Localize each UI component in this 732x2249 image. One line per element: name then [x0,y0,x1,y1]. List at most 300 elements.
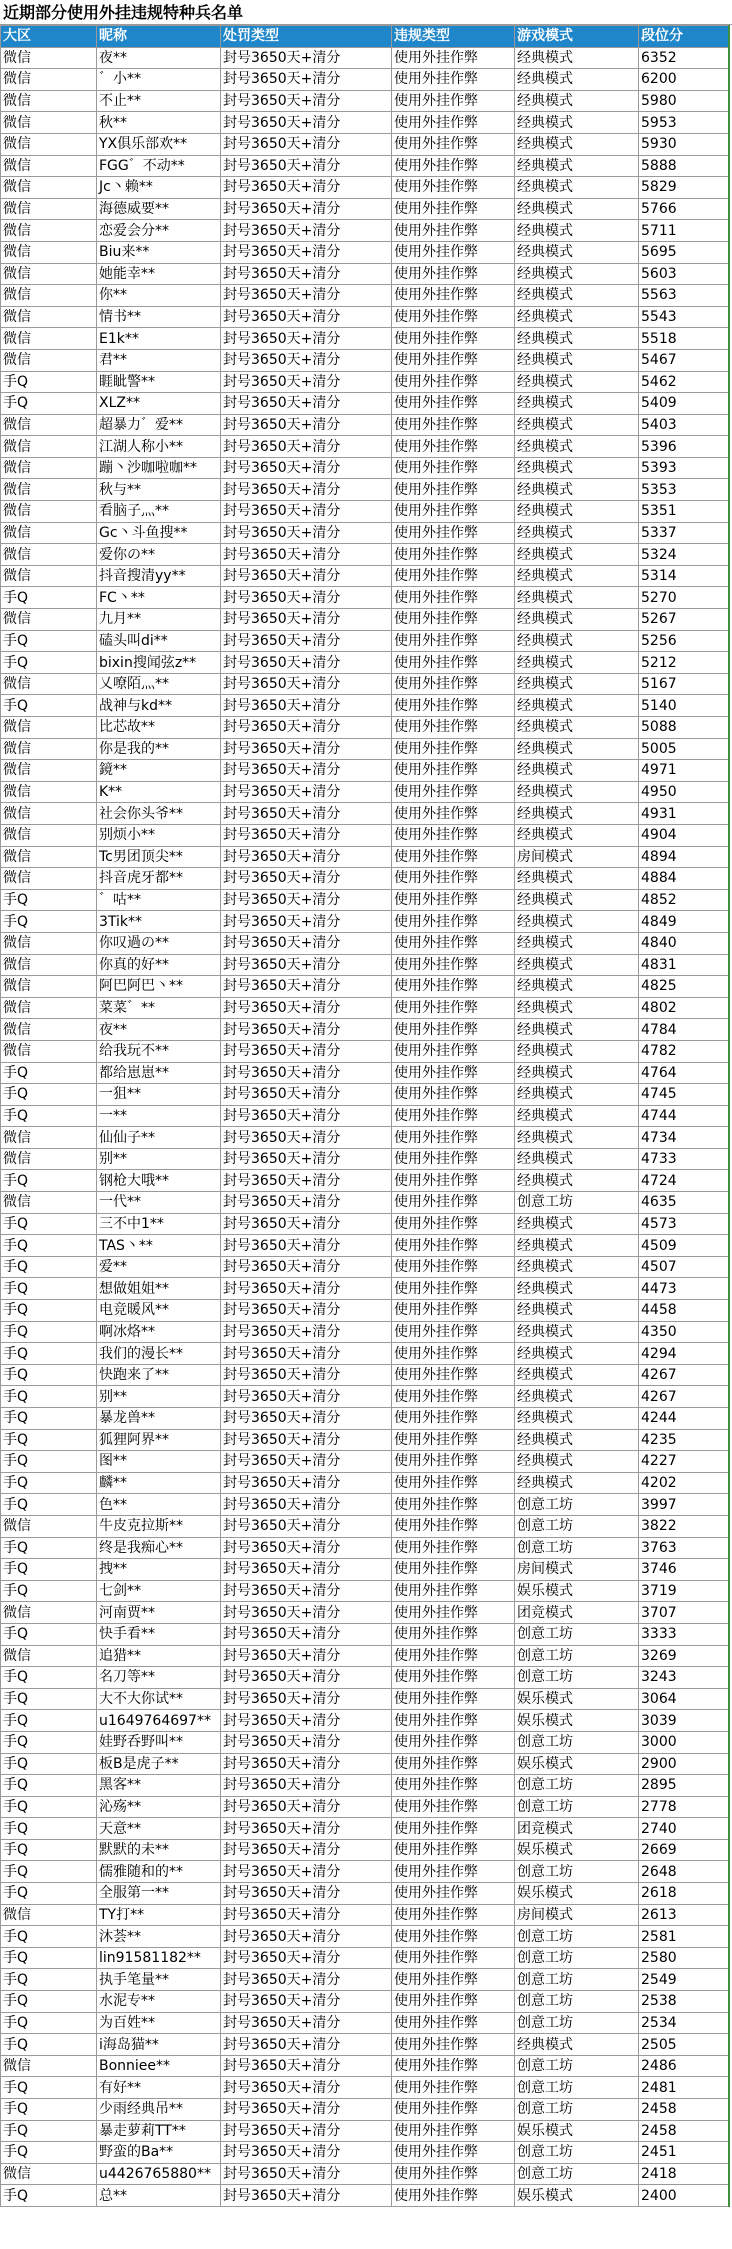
cell-rank-score: 5270 [639,587,729,609]
cell-penalty: 封号3650天+清分 [221,544,392,566]
cell-nickname: 暴龙兽** [97,1408,221,1430]
cell-game-mode: 经典模式 [515,1084,639,1106]
table-row [1,803,729,825]
cell-rank-score: 2900 [639,1753,729,1775]
cell-game-mode: 经典模式 [515,155,639,177]
cell-violation: 使用外挂作弊 [392,2012,515,2034]
cell-region: 手Q [1,1861,97,1883]
cell-penalty: 封号3650天+清分 [221,1451,392,1473]
cell-penalty: 封号3650天+清分 [221,306,392,328]
table-row [1,1343,729,1365]
header-penalty: 处罚类型 [221,26,392,48]
cell-violation: 使用外挂作弊 [392,2163,515,2185]
cell-game-mode: 经典模式 [515,1040,639,1062]
cell-rank-score: 5403 [639,414,729,436]
cell-game-mode: 经典模式 [515,889,639,911]
cell-rank-score: 5930 [639,133,729,155]
cell-penalty: 封号3650天+清分 [221,2099,392,2121]
cell-region: 微信 [1,522,97,544]
table-row [1,717,729,739]
cell-game-mode: 经典模式 [515,1364,639,1386]
cell-rank-score: 3746 [639,1559,729,1581]
cell-violation: 使用外挂作弊 [392,436,515,458]
cell-violation: 使用外挂作弊 [392,1040,515,1062]
cell-game-mode: 创意工坊 [515,2163,639,2185]
table-row [1,1580,729,1602]
cell-game-mode: 经典模式 [515,393,639,415]
cell-region: 手Q [1,371,97,393]
cell-region: 手Q [1,1472,97,1494]
table-row [1,2142,729,2164]
cell-violation: 使用外挂作弊 [392,1818,515,1840]
cell-region: 微信 [1,997,97,1019]
cell-game-mode: 经典模式 [515,803,639,825]
header-nickname: 昵称 [97,26,221,48]
cell-nickname: 不止** [97,90,221,112]
cell-nickname: ゛咕** [97,889,221,911]
cell-violation: 使用外挂作弊 [392,1883,515,1905]
cell-game-mode: 经典模式 [515,695,639,717]
cell-penalty: 封号3650天+清分 [221,241,392,263]
cell-penalty: 封号3650天+清分 [221,2077,392,2099]
cell-penalty: 封号3650天+清分 [221,760,392,782]
cell-violation: 使用外挂作弊 [392,198,515,220]
cell-region: 手Q [1,2012,97,2034]
cell-penalty: 封号3650天+清分 [221,738,392,760]
cell-nickname: FGG゛不动** [97,155,221,177]
cell-game-mode: 经典模式 [515,1148,639,1170]
cell-nickname: 社会你头爷** [97,803,221,825]
cell-game-mode: 经典模式 [515,2034,639,2056]
cell-game-mode: 经典模式 [515,133,639,155]
cell-game-mode: 创意工坊 [515,1731,639,1753]
table-row [1,328,729,350]
cell-rank-score: 3719 [639,1580,729,1602]
cell-violation: 使用外挂作弊 [392,1321,515,1343]
cell-region: 微信 [1,133,97,155]
cell-nickname: 看脑子灬** [97,501,221,523]
cell-violation: 使用外挂作弊 [392,241,515,263]
cell-region: 手Q [1,1818,97,1840]
cell-region: 手Q [1,1623,97,1645]
table-row [1,738,729,760]
table-row [1,1969,729,1991]
cell-penalty: 封号3650天+清分 [221,177,392,199]
cell-nickname: 七剑** [97,1580,221,1602]
cell-nickname: 沐荟** [97,1926,221,1948]
cell-rank-score: 2740 [639,1818,729,1840]
table-row [1,1472,729,1494]
cell-rank-score: 5005 [639,738,729,760]
cell-rank-score: 4764 [639,1062,729,1084]
cell-game-mode: 经典模式 [515,911,639,933]
cell-region: 微信 [1,781,97,803]
table-row [1,479,729,501]
cell-game-mode: 经典模式 [515,1386,639,1408]
cell-nickname: TY打** [97,1904,221,1926]
table-row [1,2099,729,2121]
cell-rank-score: 5088 [639,717,729,739]
table-row [1,1667,729,1689]
cell-violation: 使用外挂作弊 [392,652,515,674]
table-row [1,1775,729,1797]
cell-penalty: 封号3650天+清分 [221,1105,392,1127]
table-row [1,1127,729,1149]
table-row [1,868,729,890]
cell-region: 手Q [1,1796,97,1818]
cell-violation: 使用外挂作弊 [392,414,515,436]
cell-penalty: 封号3650天+清分 [221,1861,392,1883]
cell-penalty: 封号3650天+清分 [221,1170,392,1192]
cell-game-mode: 经典模式 [515,587,639,609]
cell-violation: 使用外挂作弊 [392,1364,515,1386]
table-row [1,2055,729,2077]
cell-nickname: 秋与** [97,479,221,501]
cell-penalty: 封号3650天+清分 [221,868,392,890]
cell-penalty: 封号3650天+清分 [221,1796,392,1818]
table-row [1,1148,729,1170]
cell-rank-score: 4724 [639,1170,729,1192]
cell-region: 微信 [1,846,97,868]
cell-nickname: 想做姐姐** [97,1278,221,1300]
table-row [1,1364,729,1386]
cell-nickname: 磕头叫di** [97,630,221,652]
cell-rank-score: 4744 [639,1105,729,1127]
table-row [1,1235,729,1257]
cell-nickname: 拽** [97,1559,221,1581]
cell-region: 手Q [1,1731,97,1753]
cell-game-mode: 娱乐模式 [515,2185,639,2207]
cell-rank-score: 2613 [639,1904,729,1926]
table-row [1,1731,729,1753]
cell-penalty: 封号3650天+清分 [221,522,392,544]
cell-region: 手Q [1,2077,97,2099]
table-row [1,241,729,263]
cell-game-mode: 经典模式 [515,630,639,652]
cell-violation: 使用外挂作弊 [392,1839,515,1861]
cell-nickname: 河南贾** [97,1602,221,1624]
cell-game-mode: 经典模式 [515,1062,639,1084]
cell-penalty: 封号3650天+清分 [221,328,392,350]
cell-violation: 使用外挂作弊 [392,565,515,587]
cell-region: 微信 [1,717,97,739]
cell-region: 微信 [1,868,97,890]
table-row [1,2163,729,2185]
cell-game-mode: 经典模式 [515,177,639,199]
cell-game-mode: 娱乐模式 [515,1710,639,1732]
cell-violation: 使用外挂作弊 [392,2099,515,2121]
cell-game-mode: 经典模式 [515,220,639,242]
cell-game-mode: 经典模式 [515,673,639,695]
cell-region: 手Q [1,2034,97,2056]
cell-region: 微信 [1,306,97,328]
header-rank-score: 段位分 [639,26,729,48]
cell-region: 手Q [1,695,97,717]
header-region: 大区 [1,26,97,48]
cell-rank-score: 4227 [639,1451,729,1473]
table-row [1,1300,729,1322]
table-row [1,673,729,695]
cell-region: 手Q [1,1947,97,1969]
table-row [1,414,729,436]
cell-nickname: 仙仙子** [97,1127,221,1149]
cell-region: 手Q [1,1084,97,1106]
cell-penalty: 封号3650天+清分 [221,1667,392,1689]
cell-game-mode: 经典模式 [515,1170,639,1192]
cell-penalty: 封号3650天+清分 [221,673,392,695]
cell-violation: 使用外挂作弊 [392,1451,515,1473]
cell-nickname: 都给崽崽** [97,1062,221,1084]
cell-game-mode: 创意工坊 [515,1645,639,1667]
cell-nickname: 牛皮克拉斯** [97,1515,221,1537]
cell-penalty: 封号3650天+清分 [221,1991,392,2013]
table-row [1,2034,729,2056]
cell-game-mode: 经典模式 [515,997,639,1019]
cell-region: 手Q [1,1408,97,1430]
cell-nickname: u1649764697** [97,1710,221,1732]
cell-violation: 使用外挂作弊 [392,2034,515,2056]
cell-penalty: 封号3650天+清分 [221,565,392,587]
cell-violation: 使用外挂作弊 [392,1947,515,1969]
table-row [1,457,729,479]
cell-game-mode: 创意工坊 [515,1796,639,1818]
cell-violation: 使用外挂作弊 [392,1602,515,1624]
cell-game-mode: 创意工坊 [515,1969,639,1991]
cell-violation: 使用外挂作弊 [392,889,515,911]
cell-violation: 使用外挂作弊 [392,717,515,739]
cell-region: 手Q [1,1343,97,1365]
table-row [1,2120,729,2142]
cell-game-mode: 创意工坊 [515,2012,639,2034]
cell-penalty: 封号3650天+清分 [221,1127,392,1149]
cell-penalty: 封号3650天+清分 [221,133,392,155]
cell-game-mode: 经典模式 [515,1019,639,1041]
cell-rank-score: 3269 [639,1645,729,1667]
cell-rank-score: 2549 [639,1969,729,1991]
cell-game-mode: 创意工坊 [515,1537,639,1559]
cell-rank-score: 4971 [639,760,729,782]
cell-rank-score: 5603 [639,263,729,285]
cell-region: 微信 [1,932,97,954]
cell-game-mode: 娱乐模式 [515,1688,639,1710]
cell-nickname: 蹦丶沙咖啦咖** [97,457,221,479]
cell-nickname: 情书** [97,306,221,328]
cell-region: 手Q [1,1386,97,1408]
table-row [1,544,729,566]
cell-penalty: 封号3650天+清分 [221,220,392,242]
cell-rank-score: 4635 [639,1192,729,1214]
cell-game-mode: 经典模式 [515,565,639,587]
cell-region: 微信 [1,1040,97,1062]
cell-penalty: 封号3650天+清分 [221,414,392,436]
cell-penalty: 封号3650天+清分 [221,1084,392,1106]
cell-nickname: Tc男团顶尖** [97,846,221,868]
cell-game-mode: 经典模式 [515,976,639,998]
cell-rank-score: 2669 [639,1839,729,1861]
cell-penalty: 封号3650天+清分 [221,198,392,220]
table-row [1,609,729,631]
cell-region: 微信 [1,760,97,782]
cell-game-mode: 娱乐模式 [515,1753,639,1775]
cell-game-mode: 团竞模式 [515,1602,639,1624]
table-row [1,155,729,177]
cell-region: 手Q [1,1580,97,1602]
cell-violation: 使用外挂作弊 [392,1019,515,1041]
cell-region: 手Q [1,1839,97,1861]
cell-rank-score: 5980 [639,90,729,112]
cell-region: 手Q [1,1559,97,1581]
cell-nickname: 一代** [97,1192,221,1214]
cell-nickname: Gc丶斗鱼搜** [97,522,221,544]
table-row [1,198,729,220]
cell-game-mode: 经典模式 [515,479,639,501]
cell-game-mode: 经典模式 [515,90,639,112]
cell-violation: 使用外挂作弊 [392,457,515,479]
cell-penalty: 封号3650天+清分 [221,1559,392,1581]
cell-game-mode: 经典模式 [515,954,639,976]
cell-violation: 使用外挂作弊 [392,1753,515,1775]
cell-game-mode: 创意工坊 [515,1623,639,1645]
cell-nickname: 你叹過の** [97,932,221,954]
cell-game-mode: 经典模式 [515,285,639,307]
cell-violation: 使用外挂作弊 [392,47,515,69]
cell-rank-score: 4294 [639,1343,729,1365]
cell-nickname: 菜菜゛** [97,997,221,1019]
table-row [1,1278,729,1300]
cell-game-mode: 经典模式 [515,1213,639,1235]
cell-penalty: 封号3650天+清分 [221,155,392,177]
cell-rank-score: 2400 [639,2185,729,2207]
cell-nickname: 儒雅随和的** [97,1861,221,1883]
cell-violation: 使用外挂作弊 [392,285,515,307]
cell-violation: 使用外挂作弊 [392,738,515,760]
cell-rank-score: 4849 [639,911,729,933]
cell-game-mode: 创意工坊 [515,2077,639,2099]
table-row [1,911,729,933]
cell-game-mode: 经典模式 [515,47,639,69]
cell-rank-score: 2581 [639,1926,729,1948]
cell-region: 微信 [1,457,97,479]
cell-nickname: 江湖人称小** [97,436,221,458]
cell-nickname: 战神与kd** [97,695,221,717]
blacklist-table [0,25,730,2207]
cell-region: 手Q [1,1753,97,1775]
cell-nickname: 爱** [97,1256,221,1278]
cell-violation: 使用外挂作弊 [392,2185,515,2207]
cell-violation: 使用外挂作弊 [392,1559,515,1581]
cell-violation: 使用外挂作弊 [392,1926,515,1948]
cell-violation: 使用外挂作弊 [392,609,515,631]
cell-region: 微信 [1,414,97,436]
table-row [1,1321,729,1343]
cell-game-mode: 房间模式 [515,1904,639,1926]
cell-penalty: 封号3650天+清分 [221,2185,392,2207]
cell-region: 微信 [1,328,97,350]
table-row [1,954,729,976]
cell-penalty: 封号3650天+清分 [221,1321,392,1343]
cell-game-mode: 娱乐模式 [515,1883,639,1905]
cell-rank-score: 5167 [639,673,729,695]
cell-penalty: 封号3650天+清分 [221,1235,392,1257]
cell-game-mode: 创意工坊 [515,1991,639,2013]
cell-region: 微信 [1,241,97,263]
table-row [1,285,729,307]
cell-game-mode: 经典模式 [515,414,639,436]
cell-violation: 使用外挂作弊 [392,846,515,868]
cell-penalty: 封号3650天+清分 [221,1019,392,1041]
cell-nickname: u4426765880** [97,2163,221,2185]
cell-region: 手Q [1,652,97,674]
cell-penalty: 封号3650天+清分 [221,1602,392,1624]
cell-rank-score: 5563 [639,285,729,307]
cell-violation: 使用外挂作弊 [392,587,515,609]
cell-violation: 使用外挂作弊 [392,1494,515,1516]
table-row [1,1451,729,1473]
cell-rank-score: 5393 [639,457,729,479]
table-row [1,1926,729,1948]
cell-violation: 使用外挂作弊 [392,695,515,717]
cell-violation: 使用外挂作弊 [392,1386,515,1408]
cell-penalty: 封号3650天+清分 [221,393,392,415]
table-row [1,501,729,523]
cell-region: 微信 [1,544,97,566]
cell-violation: 使用外挂作弊 [392,263,515,285]
cell-penalty: 封号3650天+清分 [221,2120,392,2142]
cell-violation: 使用外挂作弊 [392,824,515,846]
cell-rank-score: 4831 [639,954,729,976]
table-row [1,1991,729,2013]
cell-rank-score: 4784 [639,1019,729,1041]
cell-violation: 使用外挂作弊 [392,1300,515,1322]
table-row [1,1213,729,1235]
cell-nickname: 执手笔量** [97,1969,221,1991]
table-row [1,1947,729,1969]
cell-violation: 使用外挂作弊 [392,1667,515,1689]
table-row [1,2185,729,2207]
cell-penalty: 封号3650天+清分 [221,1494,392,1516]
cell-nickname: 大不大你试** [97,1688,221,1710]
cell-nickname: 乂嘹陌灬** [97,673,221,695]
cell-penalty: 封号3650天+清分 [221,1839,392,1861]
cell-violation: 使用外挂作弊 [392,1429,515,1451]
table-row [1,932,729,954]
cell-region: 手Q [1,1364,97,1386]
cell-violation: 使用外挂作弊 [392,673,515,695]
cell-nickname: 给我玩不** [97,1040,221,1062]
cell-penalty: 封号3650天+清分 [221,2142,392,2164]
cell-nickname: ゛小** [97,69,221,91]
cell-nickname: 我们的漫长** [97,1343,221,1365]
cell-region: 手Q [1,1667,97,1689]
cell-rank-score: 3763 [639,1537,729,1559]
table-row [1,112,729,134]
cell-game-mode: 经典模式 [515,781,639,803]
table-row [1,133,729,155]
cell-region: 手Q [1,1451,97,1473]
cell-region: 微信 [1,155,97,177]
cell-violation: 使用外挂作弊 [392,69,515,91]
cell-region: 微信 [1,479,97,501]
cell-rank-score: 2538 [639,1991,729,2013]
cell-penalty: 封号3650天+清分 [221,2055,392,2077]
cell-game-mode: 经典模式 [515,1321,639,1343]
cell-rank-score: 5462 [639,371,729,393]
cell-game-mode: 娱乐模式 [515,1839,639,1861]
cell-nickname: 钢枪大哦** [97,1170,221,1192]
table-row [1,1796,729,1818]
cell-violation: 使用外挂作弊 [392,997,515,1019]
cell-nickname: 色** [97,1494,221,1516]
